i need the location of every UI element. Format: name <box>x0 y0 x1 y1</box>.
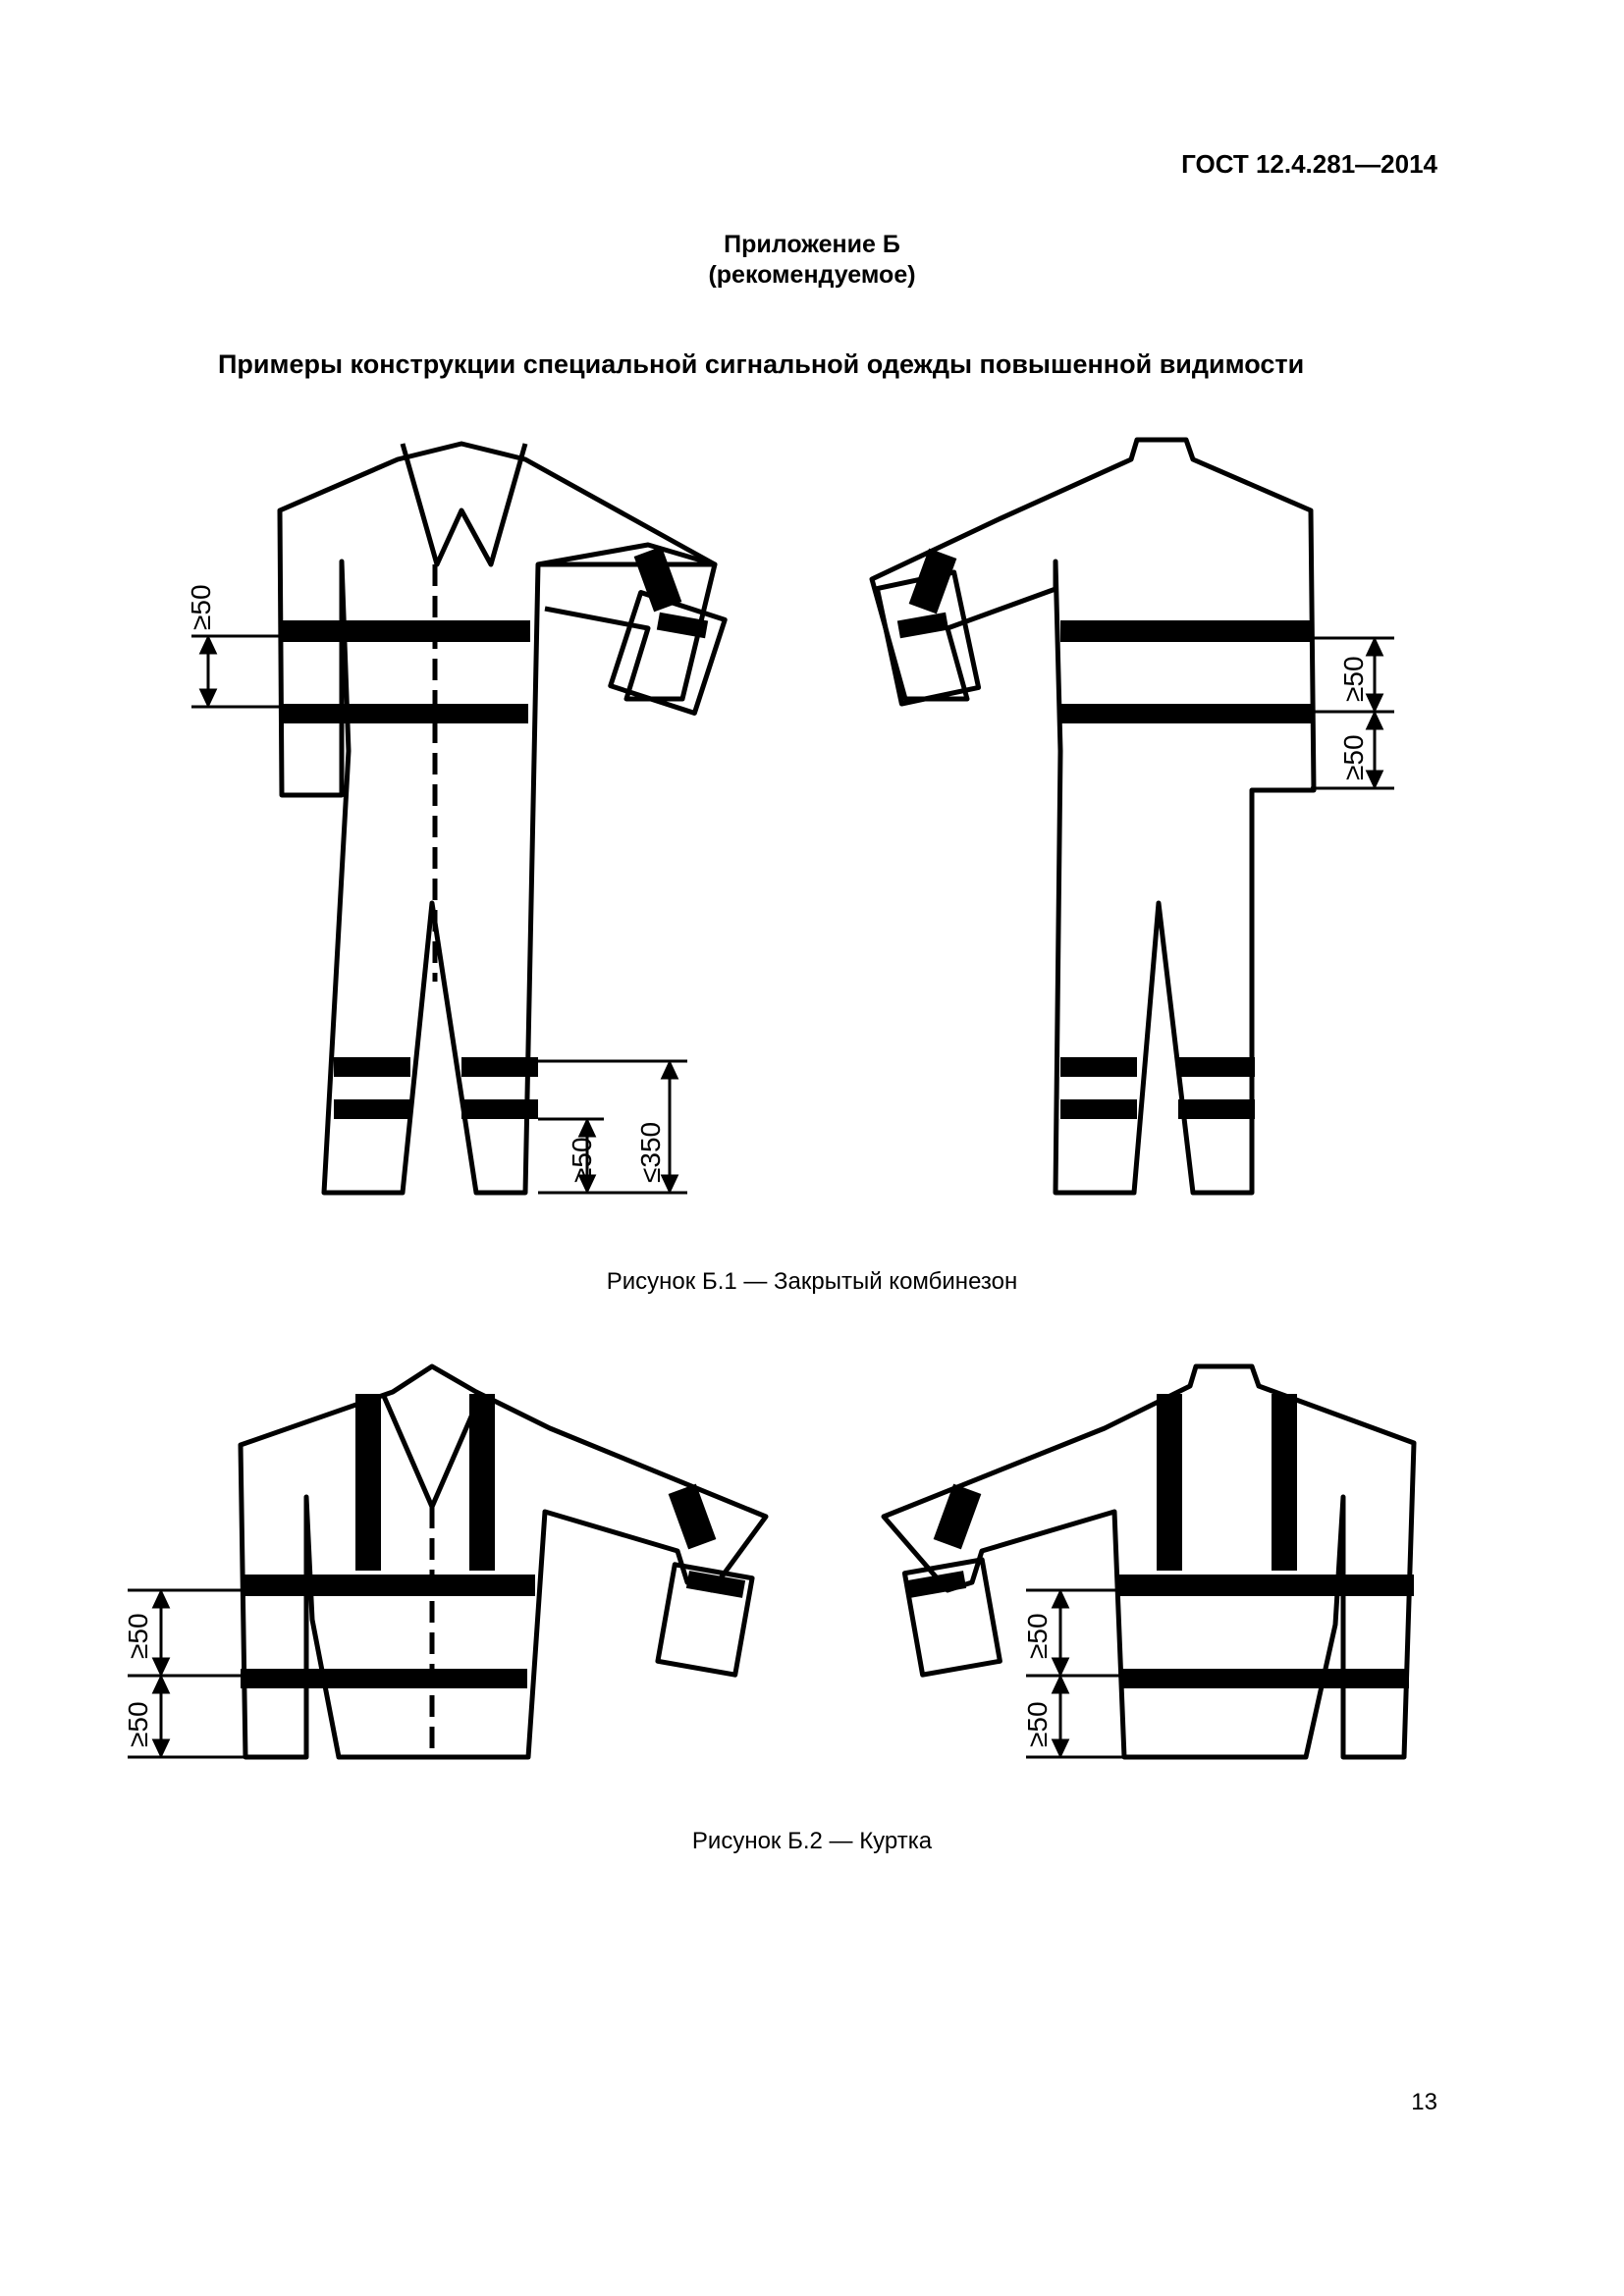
figure-coverall <box>0 422 1624 1227</box>
figure-1-caption: Рисунок Б.1 — Закрытый комбинезон <box>606 1268 1018 1295</box>
dim-leg-band: ≥50 <box>567 1137 597 1183</box>
section-title: Примеры конструкции специальной сигнальной одежды повышенной видимости <box>218 349 1305 379</box>
dim-back-upper: ≥50 <box>1338 656 1369 702</box>
dim-jacket-front-upper: ≥50 <box>123 1613 153 1659</box>
figure-jacket <box>0 1345 1624 1796</box>
dim-jacket-back-upper: ≥50 <box>1022 1613 1053 1659</box>
jacket-back-reflective-bands <box>907 1394 1414 1688</box>
document-header: ГОСТ 12.4.281—2014 <box>1181 149 1437 179</box>
appendix-heading <box>0 230 1624 291</box>
dim-jacket-front-lower: ≥50 <box>123 1701 153 1747</box>
page-number: 13 <box>1411 2089 1437 2115</box>
jacket-front-drawing <box>241 1366 766 1757</box>
dim-leg-height: ≤350 <box>635 1121 666 1183</box>
dim-jacket-back-lower: ≥50 <box>1022 1701 1053 1747</box>
dim-front-upper: ≥50 <box>186 584 216 630</box>
dim-back-lower: ≥50 <box>1338 734 1369 780</box>
figure-2-caption: Рисунок Б.2 — Куртка <box>691 1828 933 1854</box>
jacket-back-drawing <box>884 1366 1414 1757</box>
appendix-title: Приложение Б <box>724 231 900 258</box>
appendix-status: (рекомендуемое) <box>708 261 916 289</box>
